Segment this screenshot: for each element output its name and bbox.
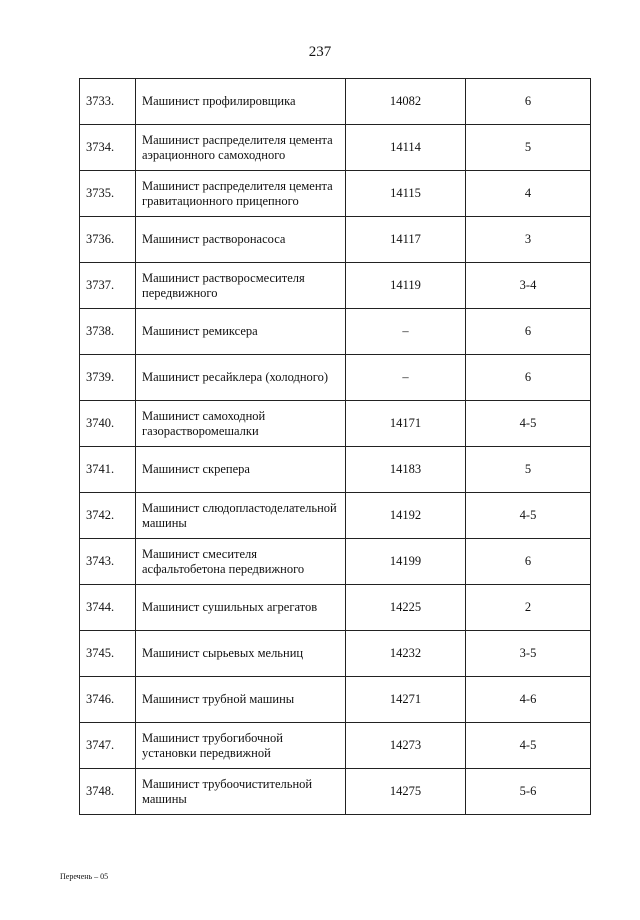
- table-row: [80, 585, 591, 631]
- profession-name-cell: Машинист сырьевых мельниц: [136, 631, 346, 677]
- profession-code-cell: 14114: [346, 125, 466, 171]
- table-row: [80, 401, 591, 447]
- grade-range-cell: 3-4: [466, 263, 591, 309]
- profession-code-cell: –: [346, 355, 466, 401]
- profession-code-cell: 14171: [346, 401, 466, 447]
- grade-range-cell: 2: [466, 585, 591, 631]
- profession-code-cell: 14225: [346, 585, 466, 631]
- row-number-cell: 3747.: [80, 723, 136, 769]
- grade-range-cell: 4-5: [466, 723, 591, 769]
- profession-code-cell: 14115: [346, 171, 466, 217]
- table-row: [80, 723, 591, 769]
- profession-name-cell: Машинист смесителя асфальтобетона передвижного: [136, 539, 346, 585]
- table-row: [80, 769, 591, 815]
- row-number-cell: 3746.: [80, 677, 136, 723]
- profession-name-cell: Машинист трубогибочной установки передвижной: [136, 723, 346, 769]
- profession-name-cell: Машинист самоходной газорастворомешалки: [136, 401, 346, 447]
- profession-name-cell: Машинист слюдопластоделательной машины: [136, 493, 346, 539]
- profession-code-cell: 14232: [346, 631, 466, 677]
- grade-range-cell: 4-5: [466, 493, 591, 539]
- table-row: [80, 79, 591, 125]
- profession-code-cell: 14117: [346, 217, 466, 263]
- table-row: [80, 493, 591, 539]
- grade-range-cell: 3-5: [466, 631, 591, 677]
- row-number-cell: 3748.: [80, 769, 136, 815]
- grade-range-cell: 4-6: [466, 677, 591, 723]
- row-number-cell: 3737.: [80, 263, 136, 309]
- profession-code-cell: 14275: [346, 769, 466, 815]
- row-number-cell: 3739.: [80, 355, 136, 401]
- table-row: [80, 125, 591, 171]
- profession-name-cell: Машинист ремиксера: [136, 309, 346, 355]
- profession-name-cell: Машинист ресайклера (холодного): [136, 355, 346, 401]
- grade-range-cell: 6: [466, 79, 591, 125]
- row-number-cell: 3735.: [80, 171, 136, 217]
- profession-name-cell: Машинист трубной машины: [136, 677, 346, 723]
- row-number-cell: 3736.: [80, 217, 136, 263]
- profession-code-cell: 14271: [346, 677, 466, 723]
- grade-range-cell: 3: [466, 217, 591, 263]
- profession-code-cell: 14183: [346, 447, 466, 493]
- profession-name-cell: Машинист растворонасоса: [136, 217, 346, 263]
- grade-range-cell: 4-5: [466, 401, 591, 447]
- profession-code-cell: 14199: [346, 539, 466, 585]
- profession-name-cell: Машинист распределителя цемента гравитационного прицепного: [136, 171, 346, 217]
- profession-table: [79, 78, 591, 815]
- profession-name-cell: Машинист скрепера: [136, 447, 346, 493]
- grade-range-cell: 5: [466, 125, 591, 171]
- row-number-cell: 3744.: [80, 585, 136, 631]
- row-number-cell: 3734.: [80, 125, 136, 171]
- profession-name-cell: Машинист трубоочистительной машины: [136, 769, 346, 815]
- table-row: [80, 263, 591, 309]
- table-row: [80, 539, 591, 585]
- grade-range-cell: 6: [466, 355, 591, 401]
- grade-range-cell: 6: [466, 539, 591, 585]
- table-body: [80, 79, 591, 815]
- table-row: [80, 677, 591, 723]
- row-number-cell: 3741.: [80, 447, 136, 493]
- row-number-cell: 3743.: [80, 539, 136, 585]
- table-row: [80, 217, 591, 263]
- row-number-cell: 3738.: [80, 309, 136, 355]
- table-row: [80, 309, 591, 355]
- grade-range-cell: 4: [466, 171, 591, 217]
- row-number-cell: 3733.: [80, 79, 136, 125]
- row-number-cell: 3740.: [80, 401, 136, 447]
- table-row: [80, 171, 591, 217]
- table-row: [80, 447, 591, 493]
- profession-name-cell: Машинист профилировщика: [136, 79, 346, 125]
- profession-code-cell: 14082: [346, 79, 466, 125]
- profession-code-cell: 14192: [346, 493, 466, 539]
- profession-name-cell: Машинист сушильных агрегатов: [136, 585, 346, 631]
- table-row: [80, 631, 591, 677]
- page-number: 237: [308, 44, 332, 60]
- profession-code-cell: 14119: [346, 263, 466, 309]
- grade-range-cell: 5: [466, 447, 591, 493]
- grade-range-cell: 5-6: [466, 769, 591, 815]
- profession-name-cell: Машинист распределителя цемента аэрационного самоходного: [136, 125, 346, 171]
- profession-code-cell: 14273: [346, 723, 466, 769]
- row-number-cell: 3745.: [80, 631, 136, 677]
- footer-note: Перечень – 05: [60, 872, 109, 881]
- grade-range-cell: 6: [466, 309, 591, 355]
- row-number-cell: 3742.: [80, 493, 136, 539]
- table-row: [80, 355, 591, 401]
- profession-code-cell: –: [346, 309, 466, 355]
- profession-name-cell: Машинист растворосмесителя передвижного: [136, 263, 346, 309]
